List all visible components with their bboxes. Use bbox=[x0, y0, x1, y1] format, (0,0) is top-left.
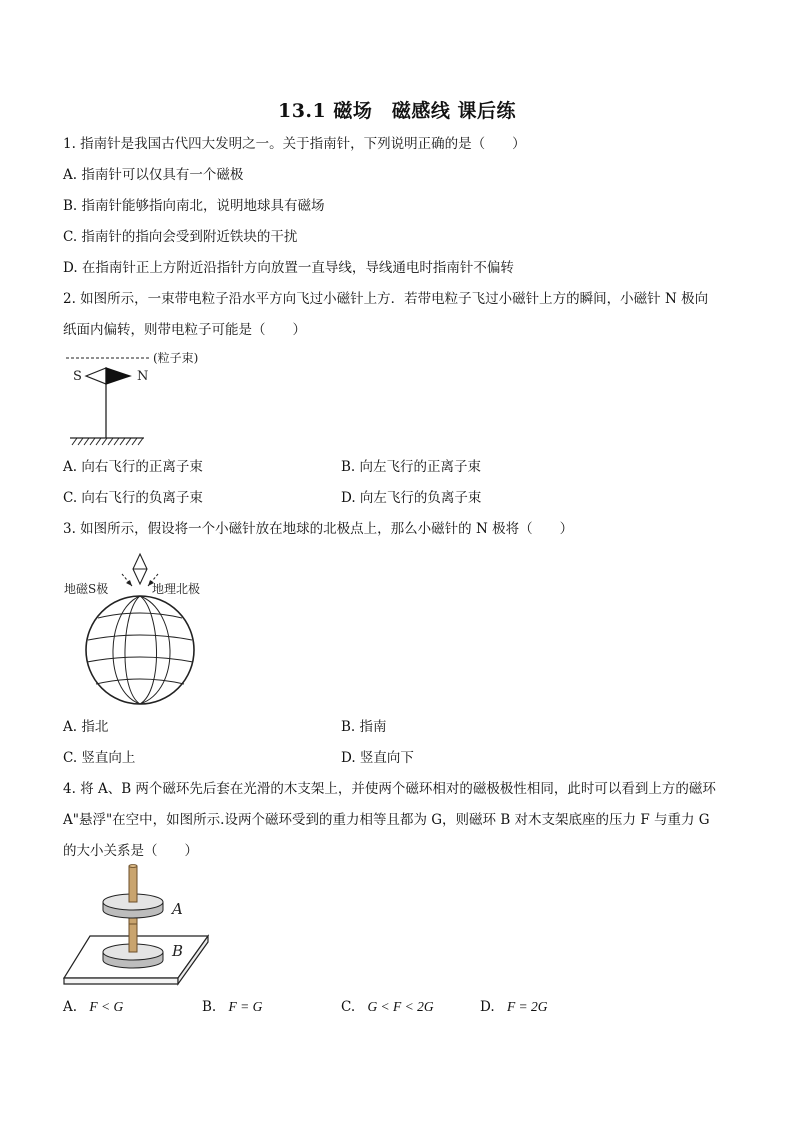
q2-compass-figure bbox=[60, 348, 230, 450]
needle-n-half bbox=[106, 368, 130, 384]
geomagnetic-s-label: 地磁S极 bbox=[64, 582, 109, 596]
q1-option-a[interactable]: A. 指南针可以仅具有一个磁极 bbox=[63, 167, 244, 183]
q3-option-d[interactable]: D. 竖直向下 bbox=[341, 750, 414, 766]
q3-option-a[interactable]: A. 指北 bbox=[63, 719, 109, 735]
q2-option-d[interactable]: D. 向左飞行的负离子束 bbox=[341, 490, 482, 506]
ground-hatch bbox=[72, 438, 143, 445]
q2-stem-line1: 2. 如图所示，一束带电粒子沿水平方向飞过小磁针上方．若带电粒子飞过小磁针上方的瞬间，小磁针 N 极向 bbox=[63, 291, 709, 307]
q2-option-b[interactable]: B. 向左飞行的正离子束 bbox=[341, 459, 482, 475]
q4-option-c[interactable] bbox=[341, 997, 434, 1017]
s-pole-label: S bbox=[73, 369, 82, 384]
needle-s-half bbox=[86, 368, 106, 384]
q3-stem: 3. 如图所示，假设将一个小磁针放在地球的北极点上，那么小磁针的 N 极将（ ） bbox=[63, 521, 574, 537]
ring-b-label: B bbox=[172, 942, 184, 960]
q1-option-c[interactable]: C. 指南针的指向会受到附近铁块的干扰 bbox=[63, 229, 298, 245]
q3-globe-figure bbox=[60, 550, 220, 710]
q4-option-b-letter: B. bbox=[202, 999, 217, 1015]
q4-stem-line2: A"悬浮"在空中，如图所示.设两个磁环受到的重力相等且都为 G，则磁环 B 对木支架底座的压力 F 与重力 G bbox=[63, 812, 710, 828]
q2-stem-line2: 纸面内偏转，则带电粒子可能是（ ） bbox=[63, 322, 306, 338]
q1-stem: 1. 指南针是我国古代四大发明之一。关于指南针，下列说明正确的是（ ） bbox=[63, 136, 526, 152]
q4-option-d-expr: F = 2G bbox=[506, 999, 548, 1014]
q2-option-a[interactable]: A. 向右飞行的正离子束 bbox=[63, 459, 203, 475]
beam-label: (粒子束) bbox=[153, 351, 199, 365]
q4-option-a-letter: A. bbox=[63, 999, 78, 1015]
q4-stem-line1: 4. 将 A、B 两个磁环先后套在光滑的木支架上，并使两个磁环相对的磁极极性相同，此时可以看到上方的磁环 bbox=[63, 781, 716, 797]
q1-option-b[interactable]: B. 指南针能够指向南北，说明地球具有磁场 bbox=[63, 198, 325, 214]
q1-option-d[interactable]: D. 在指南针正上方附近沿指针方向放置一直导线，导线通电时指南针不偏转 bbox=[63, 260, 514, 276]
q2-option-c[interactable]: C. 向右飞行的负离子束 bbox=[63, 490, 203, 506]
q4-option-c-letter: C. bbox=[341, 999, 356, 1015]
q4-option-a-expr: F < G bbox=[89, 999, 124, 1014]
q3-option-b[interactable]: B. 指南 bbox=[341, 719, 387, 735]
geographic-north-label: 地理北极 bbox=[152, 582, 201, 596]
page-title: 13.1 磁场 磁感线 课后练 bbox=[277, 100, 516, 122]
q4-stem-line3: 的大小关系是（ ） bbox=[63, 843, 198, 859]
q4-option-c-expr: G < F < 2G bbox=[367, 999, 434, 1014]
ring-a-label: A bbox=[172, 900, 183, 918]
q4-option-d-letter: D. bbox=[480, 999, 495, 1015]
q4-option-d[interactable] bbox=[480, 997, 548, 1017]
q4-option-b-expr: F = G bbox=[228, 999, 263, 1014]
n-pole-label: N bbox=[137, 369, 149, 384]
q4-option-b[interactable] bbox=[202, 997, 262, 1017]
q4-magnet-ring-figure bbox=[60, 862, 220, 992]
q3-option-c[interactable]: C. 竖直向上 bbox=[63, 750, 136, 766]
globe-icon bbox=[86, 596, 194, 704]
q4-option-a[interactable] bbox=[63, 997, 123, 1017]
